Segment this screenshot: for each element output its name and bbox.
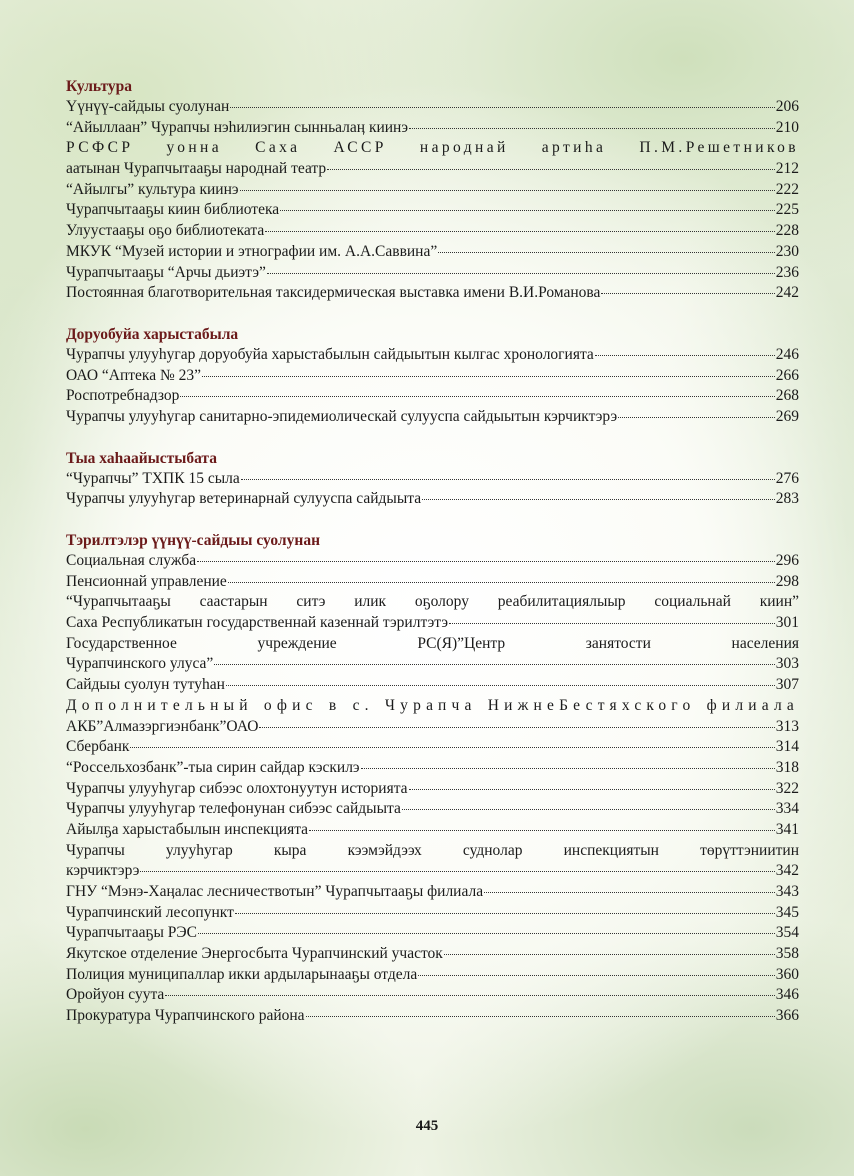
toc-entry[interactable] xyxy=(66,221,799,242)
entry-title: Саха Республикатын государственнай казеннай тэрилтэтэ xyxy=(66,614,449,632)
entry-title: Чурапчытааҕы “Арчы дьиэтэ” xyxy=(66,263,266,281)
entry-title: Чурапчы улууһугар ветеринарнай сулууспа сайдыыта xyxy=(66,490,422,508)
leader-dots xyxy=(422,495,775,500)
entry-title: Оройуон суута xyxy=(66,986,165,1004)
entry-title: “Россельхозбанк”-тыа сирин сайдар кэскилэ xyxy=(66,758,360,776)
entry-page-number: 242 xyxy=(775,284,799,302)
entry-title: Якутское отделение Энергосбыта Чурапчинский участок xyxy=(66,945,443,963)
entry-title: Чурапчы улууһугар доруобуйа харыстабылын сайдыытын кылгас хронологията xyxy=(66,345,594,363)
entry-page-number: 269 xyxy=(775,407,799,425)
toc-entry[interactable] xyxy=(66,903,799,924)
toc-section xyxy=(66,448,799,510)
entry-title: Роспотребнадзор xyxy=(66,387,180,405)
entry-page-number: 298 xyxy=(775,572,799,590)
entry-page-number: 343 xyxy=(775,883,799,900)
toc-entry[interactable] xyxy=(66,118,799,139)
leader-dots xyxy=(241,475,775,480)
entry-title-line: Дополнительный офис в с. Чурапча НижнеБестяхского филиала xyxy=(66,696,799,714)
entry-page-number: 334 xyxy=(775,800,799,818)
toc-entry[interactable] xyxy=(66,965,799,986)
leader-dots xyxy=(280,206,775,211)
toc-entry[interactable] xyxy=(66,841,799,882)
entry-title: Чурапчы улууһугар телефонунан сибээс сайдыыта xyxy=(66,800,401,818)
entry-title: АКБ”Алмазэргиэнбанк”ОАО xyxy=(66,717,259,735)
entry-page-number: 246 xyxy=(775,345,799,363)
entry-page-number: 268 xyxy=(775,387,799,405)
leader-dots xyxy=(402,805,775,810)
section-title: Доруобуйа харыстабыла xyxy=(66,325,239,343)
entry-page-number: 341 xyxy=(775,820,799,838)
entry-title-line: Государственное учреждение РС(Я)”Центр занятости населения xyxy=(66,634,799,652)
entry-page-number: 313 xyxy=(775,717,799,735)
entry-title-line: “Чурапчытааҕы саастарын ситэ илик оҕолору реабилитациялыыр социальнай киин” xyxy=(66,593,799,611)
entry-title: Чурапчы улууһугар сибээс олохтонуутун историята xyxy=(66,779,408,797)
toc-entry[interactable] xyxy=(66,572,799,593)
leader-dots xyxy=(444,950,775,955)
entry-title: “Айылгы” культура киинэ xyxy=(66,180,239,198)
toc-entry[interactable] xyxy=(66,386,799,407)
entry-title: Прокуратура Чурапчинского района xyxy=(66,1007,305,1025)
leader-dots xyxy=(165,991,774,996)
leader-dots xyxy=(595,351,775,356)
leader-dots xyxy=(361,764,775,769)
leader-dots xyxy=(327,165,775,170)
entry-title: Пенсионнай управление xyxy=(66,572,227,590)
toc-entry[interactable] xyxy=(66,407,799,428)
table-of-contents xyxy=(66,76,799,1047)
leader-dots xyxy=(228,578,775,583)
entry-title: Сайдыы суолун тутуһан xyxy=(66,676,225,694)
entry-page-number: 212 xyxy=(775,160,799,178)
entry-title: Айылҕа харыстабылын инспекцията xyxy=(66,820,309,838)
toc-entry[interactable] xyxy=(66,779,799,800)
leader-dots xyxy=(197,557,775,562)
toc-entry[interactable] xyxy=(66,923,799,944)
leader-dots xyxy=(230,103,774,108)
entry-page-number: 276 xyxy=(775,469,799,487)
leader-dots xyxy=(235,909,775,914)
entry-title: Сбербанк xyxy=(66,738,130,756)
entry-title: Полиция муниципаллар икки ардыларынааҕы отдела xyxy=(66,965,418,983)
leader-dots xyxy=(306,1012,775,1017)
entry-title: “Чурапчы” ТХПК 15 сыла xyxy=(66,469,240,487)
entry-page-number: 206 xyxy=(775,98,799,115)
toc-entry[interactable] xyxy=(66,242,799,263)
entry-page-number: 345 xyxy=(775,903,799,921)
entry-page-number: 236 xyxy=(775,263,799,281)
entry-title: Социальная служба xyxy=(66,552,197,569)
toc-entry[interactable] xyxy=(66,944,799,965)
leader-dots xyxy=(240,186,775,191)
leader-dots xyxy=(214,660,774,665)
entry-page-number: 322 xyxy=(775,779,799,797)
toc-entry[interactable] xyxy=(66,737,799,758)
section-title: Культура xyxy=(66,78,133,95)
section-title: Тыа хаһаайыстыбата xyxy=(66,449,217,467)
toc-entry[interactable] xyxy=(66,551,799,572)
leader-dots xyxy=(198,929,775,934)
toc-section xyxy=(66,76,799,304)
toc-entry[interactable] xyxy=(66,696,799,737)
leader-dots xyxy=(265,227,775,232)
entry-title-line: Чурапчы улууһугар кыра кээмэйдээх суднолар инспекциятын төрүттэниитин xyxy=(66,841,799,859)
entry-title: Чурапчинский лесопункт xyxy=(66,903,234,921)
toc-entry[interactable] xyxy=(66,345,799,366)
entry-page-number: 283 xyxy=(775,490,799,508)
leader-dots xyxy=(180,392,774,397)
leader-dots xyxy=(259,723,774,728)
leader-dots xyxy=(309,826,775,831)
toc-entry[interactable] xyxy=(66,97,799,118)
entry-page-number: 228 xyxy=(775,222,799,240)
section-title: Тэрилтэлэр үүнүү-сайдыы суолунан xyxy=(66,532,320,549)
entry-page-number: 358 xyxy=(775,945,799,963)
entry-title: Постоянная благотворительная таксидермическая выставка имени В.И.Романова xyxy=(66,284,601,302)
toc-entry[interactable] xyxy=(66,985,799,1006)
entry-title: Үүнүү-сайдыы суолунан xyxy=(66,98,230,115)
entry-page-number: 318 xyxy=(775,758,799,776)
leader-dots xyxy=(409,785,775,790)
toc-entry[interactable] xyxy=(66,469,799,490)
leader-dots xyxy=(618,413,775,418)
toc-entry[interactable] xyxy=(66,820,799,841)
entry-page-number: 307 xyxy=(775,676,799,694)
toc-entry[interactable] xyxy=(66,799,799,820)
toc-entry[interactable] xyxy=(66,138,799,179)
toc-entry[interactable] xyxy=(66,263,799,284)
entry-title-line: РСФСР уонна Саха АССР народнай артиһа П.М.Решетников xyxy=(66,139,799,157)
entry-page-number: 354 xyxy=(775,924,799,942)
toc-entry[interactable] xyxy=(66,200,799,221)
entry-page-number: 314 xyxy=(775,738,799,756)
leader-dots xyxy=(484,888,775,893)
entry-title: Чурапчытааҕы киин библиотека xyxy=(66,201,280,219)
entry-page-number: 266 xyxy=(775,366,799,384)
entry-title: Улуустааҕы оҕо библиотеката xyxy=(66,222,265,240)
entry-title: “Айыллаан” Чурапчы нэһилиэгин сынньалаӊ киинэ xyxy=(66,118,409,136)
toc-entry[interactable] xyxy=(66,1006,799,1027)
toc-section xyxy=(66,324,799,428)
leader-dots xyxy=(438,248,775,253)
toc-entry[interactable] xyxy=(66,882,799,903)
entry-title: кэрчиктэрэ xyxy=(66,862,140,880)
toc-entry[interactable] xyxy=(66,675,799,696)
entry-page-number: 222 xyxy=(775,180,799,198)
leader-dots xyxy=(267,269,775,274)
entry-page-number: 210 xyxy=(775,118,799,136)
entry-page-number: 296 xyxy=(775,552,799,569)
entry-title: Чурапчы улууһугар санитарно-эпидемиолическай сулууспа сайдыытын кэрчиктэрэ xyxy=(66,407,618,425)
toc-entry[interactable] xyxy=(66,283,799,304)
toc-entry[interactable] xyxy=(66,758,799,779)
toc-section xyxy=(66,530,799,1027)
leader-dots xyxy=(449,619,775,624)
toc-entry[interactable] xyxy=(66,366,799,387)
entry-title: ОАО “Аптека № 23” xyxy=(66,366,202,384)
entry-title: аатынан Чурапчытааҕы народнай театр xyxy=(66,160,327,178)
entry-page-number: 303 xyxy=(775,655,799,673)
entry-title: ГНУ “Мэнэ-Хаӊалас лесничествотын” Чурапчытааҕы филиала xyxy=(66,883,484,900)
leader-dots xyxy=(418,971,775,976)
toc-entry[interactable] xyxy=(66,592,799,633)
entry-title: Чурапчинского улуса” xyxy=(66,655,214,673)
entry-title: МКУК “Музей истории и этнографии им. А.А.Саввина” xyxy=(66,242,438,260)
entry-page-number: 301 xyxy=(775,614,799,632)
leader-dots xyxy=(140,867,774,872)
leader-dots xyxy=(409,124,775,129)
entry-page-number: 342 xyxy=(775,862,799,880)
entry-page-number: 346 xyxy=(775,986,799,1004)
entry-page-number: 225 xyxy=(775,201,799,219)
leader-dots xyxy=(601,289,774,294)
toc-entry[interactable] xyxy=(66,180,799,201)
leader-dots xyxy=(202,372,775,377)
toc-entry[interactable] xyxy=(66,489,799,510)
entry-title: Чурапчытааҕы РЭС xyxy=(66,924,197,942)
toc-entry[interactable] xyxy=(66,634,799,675)
page-number: 445 xyxy=(415,1118,439,1134)
entry-page-number: 366 xyxy=(775,1007,799,1025)
leader-dots xyxy=(226,681,775,686)
leader-dots xyxy=(130,743,774,748)
entry-page-number: 230 xyxy=(775,242,799,260)
entry-page-number: 360 xyxy=(775,965,799,983)
